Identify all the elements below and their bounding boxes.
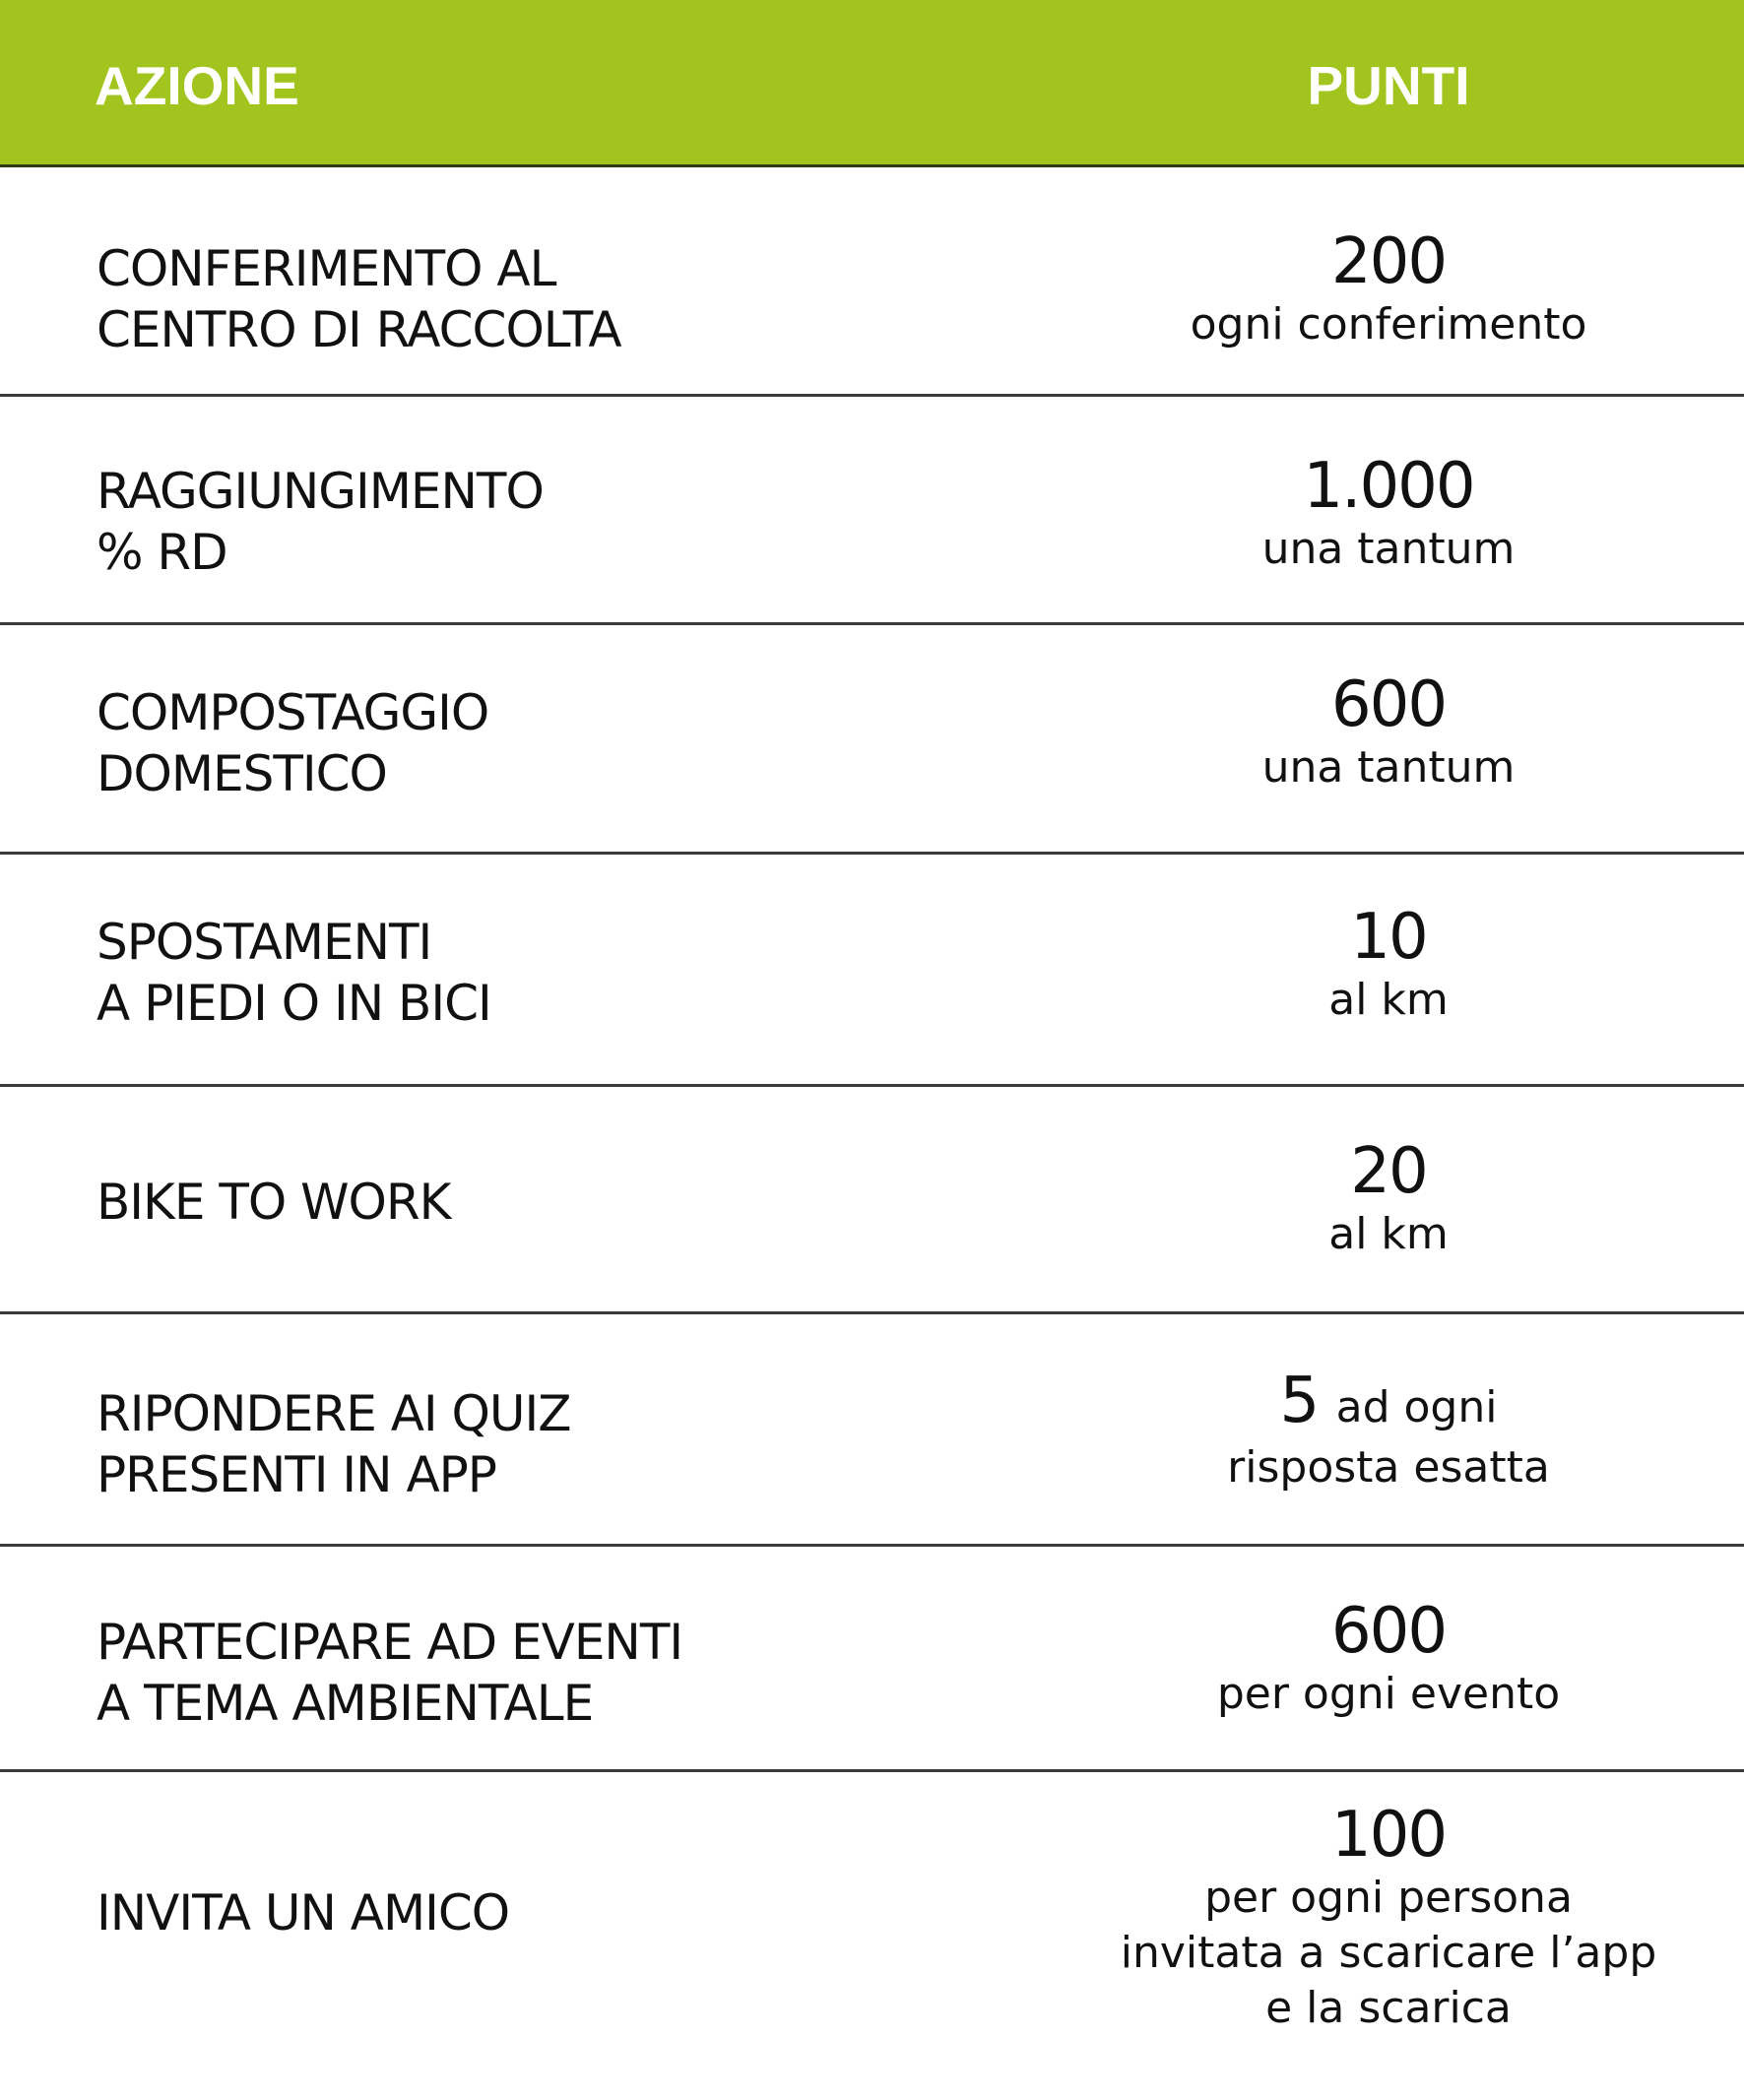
points-note-inline: ad ogni — [1335, 1382, 1498, 1432]
action-label — [97, 1612, 682, 1734]
points-value: 600 — [1330, 668, 1447, 741]
points-note: risposta esatta — [1227, 1442, 1550, 1493]
points-note: al km — [1328, 1209, 1449, 1259]
points-value: 1.000 — [1303, 450, 1474, 523]
table-row — [0, 397, 1744, 625]
points-value: 200 — [1330, 225, 1447, 298]
action-line: DOMESTICO — [97, 745, 387, 802]
points-value: 100 — [1330, 1799, 1447, 1872]
action-line: A TEMA AMBIENTALE — [97, 1675, 594, 1732]
table-body — [0, 167, 1744, 2058]
action-label — [97, 461, 544, 583]
action-label — [97, 1383, 571, 1505]
points-cell — [1093, 902, 1684, 1028]
points-note: per ogni evento — [1216, 1669, 1561, 1719]
action-line: PRESENTI IN APP — [97, 1446, 496, 1503]
table-row — [0, 1772, 1744, 2058]
action-line: A PIEDI O IN BICI — [97, 975, 491, 1032]
points-cell — [1093, 1136, 1684, 1262]
action-line: RIPONDERE AI QUIZ — [97, 1385, 571, 1442]
points-note: per ogni persona — [1204, 1873, 1573, 1923]
action-line: % RD — [97, 524, 227, 581]
points-inline-line — [1093, 1365, 1684, 1440]
points-value: 20 — [1350, 1135, 1427, 1208]
points-value: 600 — [1330, 1595, 1447, 1668]
points-note: e la scarica — [1265, 1983, 1512, 2033]
points-note: una tantum — [1261, 524, 1516, 574]
table-row — [0, 1547, 1744, 1772]
action-line: INVITA UN AMICO — [97, 1884, 510, 1941]
action-label — [97, 1882, 509, 1943]
points-cell — [1093, 1596, 1684, 1722]
action-line: PARTECIPARE AD EVENTI — [97, 1614, 683, 1671]
points-note: una tantum — [1261, 742, 1516, 793]
points-cell — [1093, 451, 1684, 577]
action-label — [97, 912, 491, 1034]
table-row — [0, 1314, 1744, 1547]
action-label — [97, 1172, 450, 1233]
action-line: RAGGIUNGIMENTO — [97, 463, 544, 520]
points-value: 5 — [1279, 1365, 1319, 1437]
table-row — [0, 625, 1744, 855]
points-cell — [1093, 669, 1684, 795]
points-note: al km — [1328, 975, 1449, 1025]
points-note: ogni conferimento — [1190, 299, 1587, 350]
action-label — [97, 682, 488, 804]
action-line: COMPOSTAGGIO — [97, 684, 489, 741]
action-line: SPOSTAMENTI — [97, 914, 432, 971]
header-punti: PUNTI — [1307, 55, 1470, 116]
points-value: 10 — [1350, 901, 1427, 974]
table-row — [0, 167, 1744, 397]
header-azione: AZIONE — [95, 55, 299, 116]
table-row — [0, 855, 1744, 1087]
table-row — [0, 1087, 1744, 1314]
action-line: CONFERIMENTO AL — [97, 240, 556, 297]
points-note: invitata a scaricare l’app — [1120, 1928, 1657, 1978]
points-cell — [1093, 1365, 1684, 1495]
action-label — [97, 238, 621, 360]
action-line: BIKE TO WORK — [97, 1174, 451, 1231]
points-cell — [1093, 226, 1684, 352]
action-line: CENTRO DI RACCOLTA — [97, 301, 621, 358]
table-header — [0, 0, 1744, 167]
points-cell — [1093, 1800, 1684, 2036]
